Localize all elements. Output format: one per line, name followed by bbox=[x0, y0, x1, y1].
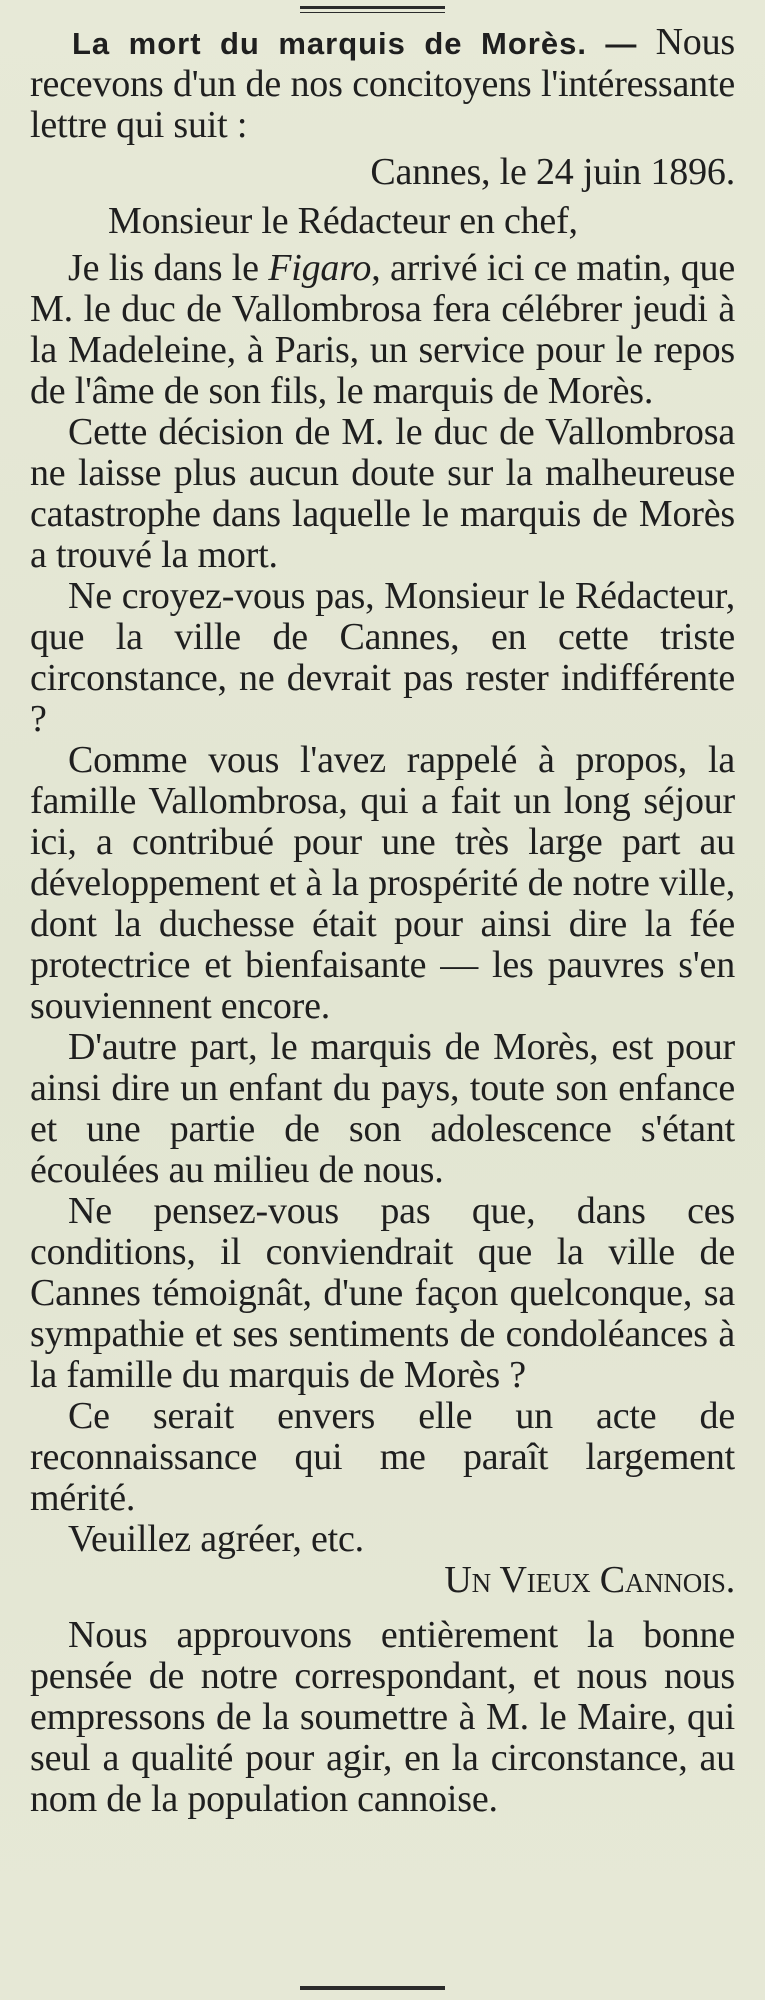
article-headline-paragraph bbox=[30, 22, 735, 146]
letter-signature: Un Vieux Cannois. bbox=[444, 1559, 735, 1601]
top-rule-thin bbox=[300, 12, 445, 13]
top-rule bbox=[300, 6, 445, 9]
editor-note: Nous approuvons entièrement la bonne pensée de notre correspondant, et nous nous empressons de la soumettre à M. le Maire, qui seul a qualité pour agir, en la circonstance, au nom de la population cannoise. bbox=[30, 1614, 735, 1820]
letter-paragraph-4: Comme vous l'avez rappelé à propos, la famille Vallombrosa, qui a fait un long séjour ici, a contribué pour une très large part au développement et à la prospérité de notre ville, dont la duchesse était pour ainsi dire la fée protectrice et bienfaisante — les pauvres s'en souviennent encore. bbox=[30, 739, 735, 1027]
letter-paragraph-2: Cette décision de M. le duc de Vallombrosa ne laisse plus aucun doute sur la malheureuse catastrophe dans laquelle le marquis de Morès a trouvé la mort. bbox=[30, 411, 735, 576]
letter-paragraph-6: Ne pensez-vous pas que, dans ces conditions, il conviendrait que la ville de Cannes témoignât, d'une façon quelconque, sa sympathie et ses sentiments de condoléances à la famille du marquis de Morès ? bbox=[30, 1190, 735, 1396]
letter-closing: Veuillez agréer, etc. bbox=[68, 1518, 364, 1560]
letter-paragraph-5: D'autre part, le marquis de Morès, est pour ainsi dire un enfant du pays, toute son enfance et une partie de son adolescence s'étant écoulées au milieu de nous. bbox=[30, 1026, 735, 1191]
article-column bbox=[30, 22, 735, 1820]
letter-paragraph-3: Ne croyez-vous pas, Monsieur le Rédacteur, que la ville de Cannes, en cette triste circonstance, ne devrait pas rester indifférente ? bbox=[30, 575, 735, 740]
newspaper-name: Figaro bbox=[268, 247, 372, 289]
article-intro: Nous recevons d'un de nos concitoyens l'intéressante lettre qui suit : bbox=[30, 21, 735, 146]
article-title-dash: . — bbox=[577, 26, 638, 61]
letter-salutation: Monsieur le Rédacteur en chef, bbox=[108, 200, 578, 242]
letter-dateline: Cannes, le 24 juin 1896. bbox=[370, 151, 735, 193]
article-title: La mort du marquis de Morès bbox=[72, 26, 578, 61]
letter-paragraph-1: Je lis dans le Figaro, arrivé ici ce matin, que M. le duc de Vallombrosa fera célébrer jeudi à la Madeleine, à Paris, un service pour le repos de l'âme de son fils, le marquis de Morès. bbox=[30, 247, 735, 412]
letter-paragraph-7: Ce serait envers elle un acte de reconnaissance qui me paraît largement mérité. bbox=[30, 1395, 735, 1519]
bottom-rule bbox=[300, 1986, 445, 1990]
